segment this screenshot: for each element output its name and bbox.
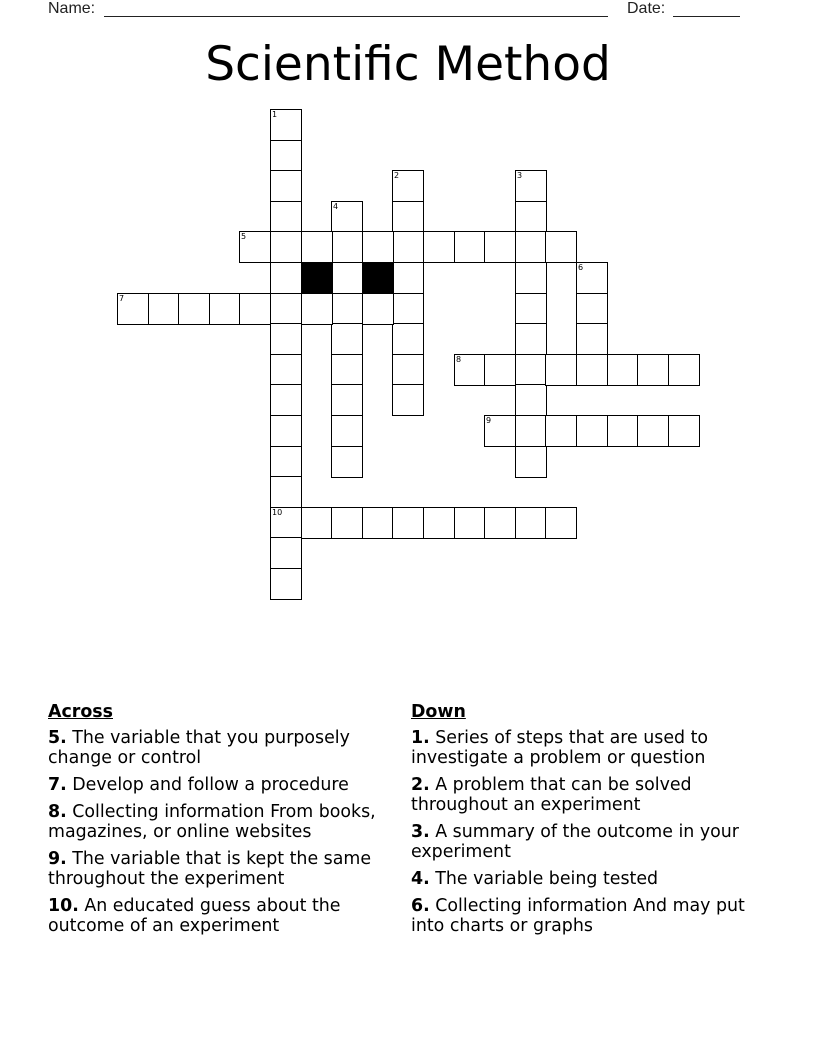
grid-cell[interactable] (270, 109, 302, 141)
grid-cell[interactable] (637, 415, 669, 447)
grid-cell[interactable] (515, 354, 547, 386)
grid-cell[interactable] (301, 507, 333, 539)
grid-cell[interactable] (239, 231, 271, 263)
grid-cell[interactable] (454, 507, 486, 539)
cell-number: 8 (456, 355, 462, 364)
cell-number: 9 (486, 416, 492, 425)
grid-cell[interactable] (270, 262, 302, 294)
clue-number: 4. (411, 869, 430, 889)
grid-cell[interactable] (454, 354, 486, 386)
grid-cell[interactable] (331, 354, 363, 386)
grid-cell[interactable] (362, 293, 394, 325)
clue-text: The variable being tested (435, 869, 659, 889)
clue-across-8 (48, 802, 408, 842)
grid-cell[interactable] (270, 568, 302, 600)
clue-text: Develop and follow a procedure (72, 775, 349, 795)
cell-number: 7 (119, 294, 125, 303)
grid-cell[interactable] (209, 293, 241, 325)
clue-down-1 (411, 728, 761, 768)
clue-down-3 (411, 822, 761, 862)
grid-cell[interactable] (576, 293, 608, 325)
clue-text: A problem that can be solved throughout an experiment (411, 775, 692, 815)
cell-number: 2 (394, 171, 400, 180)
clue-number: 1. (411, 728, 430, 748)
cell-number: 6 (578, 263, 584, 272)
grid-cell[interactable] (270, 446, 302, 478)
cell-number: 1 (272, 110, 278, 119)
grid-cell[interactable] (362, 507, 394, 539)
clue-text: A summary of the outcome in your experiment (411, 822, 739, 862)
clue-number: 3. (411, 822, 430, 842)
down-clues (411, 702, 761, 943)
grid-cell[interactable] (117, 293, 149, 325)
clue-down-2 (411, 775, 761, 815)
page-title: Scientific Method (205, 37, 611, 92)
grid-cell[interactable] (668, 354, 700, 386)
grid-cell[interactable] (515, 262, 547, 294)
clue-number: 2. (411, 775, 430, 795)
clue-number: 7. (48, 775, 67, 795)
grid-cell[interactable] (576, 415, 608, 447)
grid-cell[interactable] (607, 354, 639, 386)
grid-cell[interactable] (392, 201, 424, 233)
grid-cell[interactable] (668, 415, 700, 447)
grid-cell[interactable] (331, 415, 363, 447)
grid-cell[interactable] (484, 354, 516, 386)
grid-cell[interactable] (331, 262, 363, 294)
clue-across-9 (48, 849, 408, 889)
cell-number: 5 (241, 232, 247, 241)
cell-number: 3 (517, 171, 523, 180)
grid-cell[interactable] (178, 293, 210, 325)
grid-cell[interactable] (270, 201, 302, 233)
grid-cell[interactable] (392, 354, 424, 386)
grid-cell[interactable] (515, 507, 547, 539)
clue-text: Series of steps that are used to investigate a problem or question (411, 728, 709, 768)
grid-cell[interactable] (545, 415, 577, 447)
clue-text: An educated guess about the outcome of an experiment (48, 896, 341, 936)
clue-number: 9. (48, 849, 67, 869)
grid-cell[interactable] (331, 231, 363, 263)
grid-cell[interactable] (270, 354, 302, 386)
grid-cell[interactable] (270, 231, 302, 263)
grid-cell[interactable] (270, 507, 302, 539)
grid-cell[interactable] (270, 140, 302, 172)
grid-cell[interactable] (545, 354, 577, 386)
grid-cell[interactable] (515, 384, 547, 416)
grid-cell[interactable] (239, 293, 271, 325)
grid-cell[interactable] (331, 323, 363, 355)
grid-cell[interactable] (576, 323, 608, 355)
grid-cell[interactable] (515, 170, 547, 202)
grid-cell[interactable] (423, 231, 455, 263)
clue-down-4 (411, 869, 761, 889)
grid-cell[interactable] (392, 170, 424, 202)
grid-cell[interactable] (637, 354, 669, 386)
date-label: Date: (627, 0, 666, 17)
grid-cell[interactable] (331, 446, 363, 478)
across-heading: Across (48, 702, 113, 722)
grid-cell[interactable] (484, 231, 516, 263)
grid-cell[interactable] (392, 384, 424, 416)
grid-cell[interactable] (515, 231, 547, 263)
grid-cell[interactable] (576, 354, 608, 386)
grid-cell[interactable] (392, 293, 424, 325)
black-cell (301, 262, 333, 294)
grid-cell[interactable] (423, 507, 455, 539)
cell-number: 4 (333, 202, 339, 211)
clue-number: 10. (48, 896, 79, 916)
grid-cell[interactable] (331, 507, 363, 539)
grid-cell[interactable] (484, 415, 516, 447)
clue-across-7 (48, 775, 408, 795)
grid-cell[interactable] (515, 446, 547, 478)
grid-cell[interactable] (270, 415, 302, 447)
clue-across-5 (48, 728, 408, 768)
grid-cell[interactable] (331, 293, 363, 325)
clue-number: 8. (48, 802, 67, 822)
grid-cell[interactable] (331, 201, 363, 233)
grid-cell[interactable] (270, 323, 302, 355)
grid-cell[interactable] (270, 384, 302, 416)
grid-cell[interactable] (270, 170, 302, 202)
clue-text: The variable that you purposely change or control (48, 728, 350, 768)
grid-cell[interactable] (515, 323, 547, 355)
grid-cell[interactable] (515, 201, 547, 233)
grid-cell[interactable] (607, 415, 639, 447)
grid-cell[interactable] (454, 231, 486, 263)
clue-text: The variable that is kept the same throughout the experiment (48, 849, 372, 889)
grid-cell[interactable] (270, 293, 302, 325)
grid-cell[interactable] (515, 415, 547, 447)
grid-cell[interactable] (148, 293, 180, 325)
name-label: Name: (48, 0, 96, 17)
grid-cell[interactable] (545, 507, 577, 539)
grid-cell[interactable] (301, 293, 333, 325)
grid-cell[interactable] (362, 231, 394, 263)
grid-cell[interactable] (301, 231, 333, 263)
grid-cell[interactable] (270, 476, 302, 508)
clue-text: Collecting information From books, magazines, or online websites (48, 802, 376, 842)
clue-across-10 (48, 896, 408, 936)
grid-cell[interactable] (392, 507, 424, 539)
grid-cell[interactable] (576, 262, 608, 294)
across-clues (48, 702, 408, 943)
grid-cell[interactable] (392, 231, 424, 263)
grid-cell[interactable] (515, 293, 547, 325)
clue-text: Collecting information And may put into charts or graphs (411, 896, 745, 936)
grid-cell[interactable] (484, 507, 516, 539)
down-heading: Down (411, 702, 466, 722)
grid-cell[interactable] (392, 323, 424, 355)
clue-number: 6. (411, 896, 430, 916)
grid-cell[interactable] (331, 384, 363, 416)
black-cell (362, 262, 394, 294)
grid-cell[interactable] (392, 262, 424, 294)
cell-number: 10 (272, 508, 283, 517)
grid-cell[interactable] (270, 537, 302, 569)
grid-cell[interactable] (545, 231, 577, 263)
clue-down-6 (411, 896, 761, 936)
clue-number: 5. (48, 728, 67, 748)
